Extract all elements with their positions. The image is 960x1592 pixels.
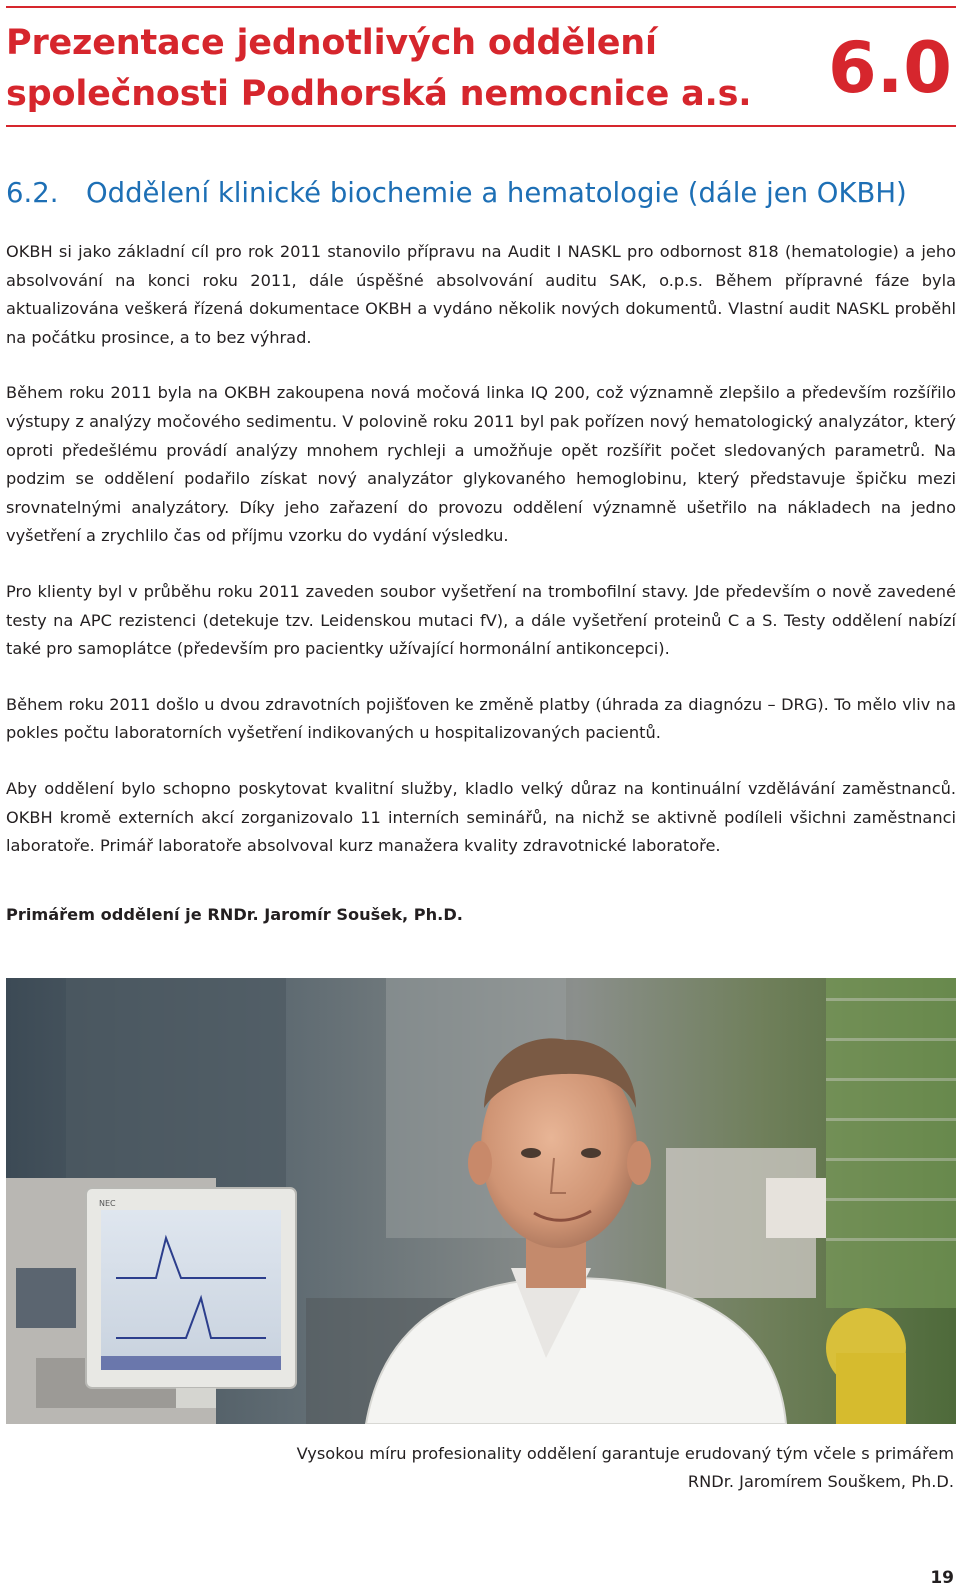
department-photo (6, 978, 956, 1424)
paragraph: Aby oddělení bylo schopno poskytovat kvalitní služby, kladlo velký důraz na kontinuální vzdělávání zaměstnanců. OKBH kromě externích akcí zorganizovalo 11 interních seminářů, na nichž se aktivně podíleli všichni zaměstnanci laboratoře. Primář laboratoře absolvoval kurz manažera kvality zdravotnické laboratoře. (6, 778, 956, 856)
monitor (86, 1188, 296, 1408)
section-title: Oddělení klinické biochemie a hematologie (dále jen OKBH) (86, 177, 907, 209)
body-text (6, 238, 956, 861)
top-rule (6, 6, 956, 8)
paragraph: OKBH si jako základní cíl pro rok 2011 stanovilo přípravu na Audit I NASKL pro odbornost 818 (hematologie) a jeho absolvování na konci roku 2011, dále úspěšné absolvování auditu SAK, o.p.s. Během přípravné fáze byla aktualizována veškerá řízená dokumentace OKBH a vydáno několik nových dokumentů. Vlastní audit NASKL proběhl na počátku prosince, a to bez výhrad. (6, 242, 956, 347)
section-heading (6, 173, 956, 213)
page-number: 19 (930, 1568, 954, 1588)
caption-line2: RNDr. Jaromírem Souškem, Ph.D. (687, 1472, 954, 1491)
photo-caption (194, 1440, 954, 1496)
window-blinds (826, 978, 956, 1308)
paragraph: Během roku 2011 došlo u dvou zdravotních pojišťoven ke změně platby (úhrada za diagnózu – DRG). To mělo vliv na pokles počtu laboratorních vyšetření indikovaných u hospitalizovaných pacientů. (6, 694, 956, 743)
header-rule (6, 125, 956, 127)
monitor-brand: NEC (99, 1199, 116, 1208)
paragraph: Během roku 2011 byla na OKBH zakoupena nová močová linka IQ 200, což významně zlepšilo a především rozšířilo výstupy z analýzy močového sedimentu. V polovině roku 2011 byl pak pořízen nový hematologický analyzátor, který oproti předešlému provádí analýzy mnohem rychleji a umožňuje opět rozšířit počet sledovaných parametrů. Na podzim se oddělení podařilo získat nový analyzátor glykovaného hemoglobinu, který představuje špičku mezi srovnatelnými analyzátory. Díky jeho zařazení do provozu oddělení významně ušetřilo na nákladech na jedno vyšetření a zrychlilo čas od příjmu vzorku do vydání výsledku. (6, 383, 956, 546)
chapter-number: 6.0 (827, 27, 952, 109)
page-header-title (6, 18, 786, 120)
header-title-line1: Prezentace jednotlivých oddělení (6, 23, 657, 63)
section-number: 6.2. (6, 177, 59, 209)
paragraph: Pro klienty byl v průběhu roku 2011 zaveden soubor vyšetření na trombofilní stavy. Jde především o nově zavedené testy na APC rezistenci (detekuje tzv. Leidenskou mutaci fV), a dále vyšetření proteinů C a S. Testy oddělení nabízí také pro samoplátce (především pro pacientky užívající hormonální antikoncepci). (6, 581, 956, 659)
header-title-line2: společnosti Podhorská nemocnice a.s. (6, 74, 752, 114)
head-of-department: Primářem oddělení je RNDr. Jaromír Soušek, Ph.D. (6, 905, 463, 924)
caption-line1: Vysokou míru profesionality oddělení garantuje erudovaný tým včele s primářem (296, 1444, 954, 1463)
